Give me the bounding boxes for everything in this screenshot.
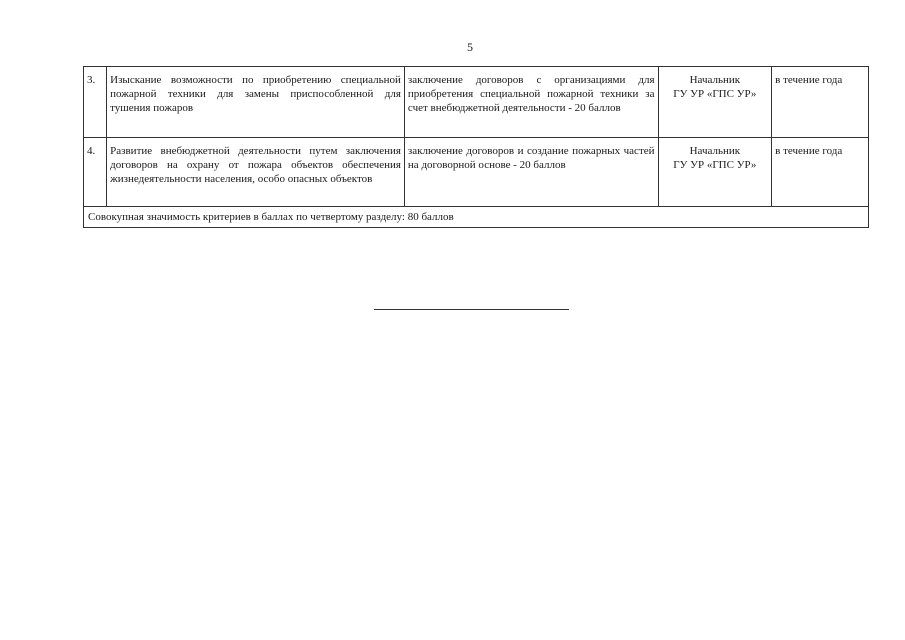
result-cell: заключение договоров и создание пожарных частей на договорной основе - 20 баллов bbox=[404, 138, 658, 207]
responsible-title: Начальник bbox=[689, 145, 741, 157]
task-cell: Развитие внебюджетной деятельности путем заключения договоров на охрану от пожара объектов обеспечения жизнедеятельности населения, особо опасных объектов bbox=[107, 138, 405, 207]
responsible-cell bbox=[658, 138, 772, 207]
table-row bbox=[84, 138, 869, 207]
summary-cell: Совокупная значимость критериев в баллах по четвертому разделу: 80 баллов bbox=[84, 207, 869, 228]
responsible-cell bbox=[658, 67, 772, 138]
task-cell: Изыскание возможности по приобретению специальной пожарной техники для замены приспособленной для тушения пожаров bbox=[107, 67, 405, 138]
summary-row bbox=[84, 207, 869, 228]
page-number: 5 bbox=[467, 40, 473, 54]
criteria-table bbox=[83, 66, 869, 228]
responsible-org: ГУ УР «ГПС УР» bbox=[673, 159, 757, 171]
table-row bbox=[84, 67, 869, 138]
term-cell: в течение года bbox=[772, 138, 869, 207]
responsible-title: Начальник bbox=[689, 74, 741, 86]
separator-line bbox=[374, 309, 569, 310]
row-number-cell: 3. bbox=[84, 67, 107, 138]
result-cell: заключение договоров с организациями для приобретения специальной пожарной техники за счет внебюджетной деятельности - 20 баллов bbox=[404, 67, 658, 138]
row-number-cell: 4. bbox=[84, 138, 107, 207]
term-cell: в течение года bbox=[772, 67, 869, 138]
responsible-org: ГУ УР «ГПС УР» bbox=[673, 88, 757, 100]
